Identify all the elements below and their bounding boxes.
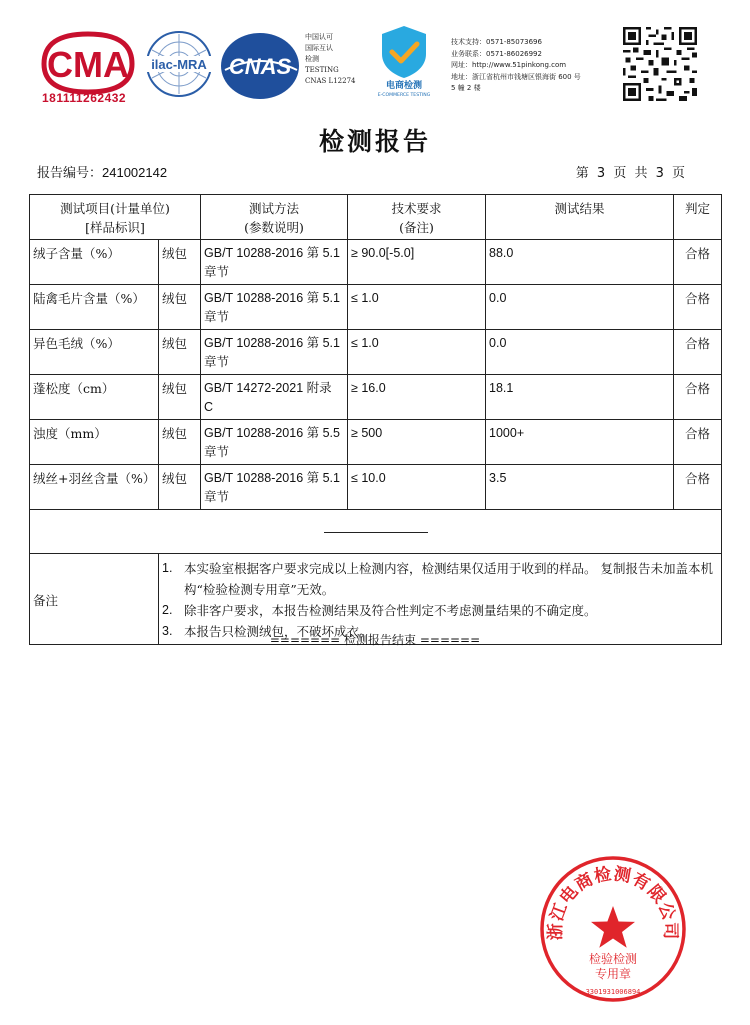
report-end-marker: ======= 检测报告结束 ====== <box>269 633 481 647</box>
cell-sample: 绒包 <box>159 375 201 420</box>
page-indicator: 第 3 页 共 3 页 <box>575 166 687 181</box>
header-test-method: 测试方法 (参数说明) <box>201 195 348 240</box>
business-phone: 业务联系：0571-86026992 <box>451 49 542 58</box>
seal-code: 3301931006894 <box>585 988 641 996</box>
cell-judgement: 合格 <box>674 375 722 420</box>
table-row <box>30 285 722 330</box>
cell-requirement: ≤ 1.0 <box>348 330 486 375</box>
cell-result: 1000+ <box>486 420 674 465</box>
cell-judgement: 合格 <box>674 465 722 510</box>
cell-method: GB/T 10288-2016 第 5.1 章节 <box>201 240 348 285</box>
cell-result: 88.0 <box>486 240 674 285</box>
cell-requirement: ≥ 500 <box>348 420 486 465</box>
table-row <box>30 240 722 285</box>
seal-purpose2: 专用章 <box>594 967 632 981</box>
remark-item: 3. 本报告只检测绒包，不破坏成衣。 <box>162 624 372 639</box>
header-test-item: 测试项目(计量单位) [样品标识] <box>30 195 201 240</box>
ecommerce-testing-logo <box>372 22 436 98</box>
remark-item: 1. 本实验室根据客户要求完成以上检测内容，检测结果仅适用于收到的样品。 复制报告未加盖本机构“检验检测专用章”无效。 <box>162 561 713 597</box>
cell-sample: 绒包 <box>159 240 201 285</box>
header-judgement: 判定 <box>674 195 722 240</box>
website: 网址：http://www.51pinkong.com <box>451 61 567 69</box>
support-phone: 技术支持：0571-85073696 <box>451 38 542 46</box>
cell-judgement: 合格 <box>674 240 722 285</box>
cell-sample: 绒包 <box>159 420 201 465</box>
table-row <box>30 330 722 375</box>
report-number: 报告编号：241002142 <box>37 165 168 181</box>
cell-result: 18.1 <box>486 375 674 420</box>
table-row <box>30 420 722 465</box>
cell-method: GB/T 14272-2021 附录 C <box>201 375 348 420</box>
seal-purpose: 检验检测 <box>588 952 638 966</box>
cell-method: GB/T 10288-2016 第 5.5 章节 <box>201 420 348 465</box>
cnas-logo <box>219 30 301 102</box>
cell-requirement: ≥ 16.0 <box>348 375 486 420</box>
cma-number: 181111262432 <box>42 91 127 105</box>
cell-result: 0.0 <box>486 330 674 375</box>
cell-result: 3.5 <box>486 465 674 510</box>
cell-item: 浊度（mm） <box>30 420 159 465</box>
cell-item: 异色毛绒（%） <box>30 330 159 375</box>
cnas-accreditation-text: 中国认可 国际互认 检测 TESTING CNAS L12274 <box>305 33 356 85</box>
table-header-row <box>30 195 722 240</box>
company-seal-stamp <box>538 854 688 1004</box>
header-requirement: 技术要求 (备注) <box>348 195 486 240</box>
cell-method: GB/T 10288-2016 第 5.1 章节 <box>201 465 348 510</box>
ec-en-text: E-COMMERCE TESTING <box>377 93 431 98</box>
cma-text: CMA <box>47 44 129 85</box>
table-row <box>30 375 722 420</box>
cell-item: 绒丝+羽丝含量（%） <box>30 465 159 510</box>
results-table <box>29 194 722 645</box>
qr-code-icon <box>623 25 697 103</box>
address-line2: 5 幢 2 楼 <box>451 84 481 92</box>
cell-sample: 绒包 <box>159 285 201 330</box>
cell-requirement: ≤ 10.0 <box>348 465 486 510</box>
ilac-mra-logo <box>144 28 214 100</box>
cell-result: 0.0 <box>486 285 674 330</box>
remarks-label: 备注 <box>30 554 159 645</box>
report-title: 检测报告 <box>318 127 431 156</box>
cell-method: GB/T 10288-2016 第 5.1 章节 <box>201 330 348 375</box>
cell-requirement: ≥ 90.0[-5.0] <box>348 240 486 285</box>
cell-item: 陆禽毛片含量（%） <box>30 285 159 330</box>
contact-info <box>451 37 581 95</box>
ilac-text: ilac-MRA <box>151 57 207 72</box>
cell-method: GB/T 10288-2016 第 5.1 章节 <box>201 285 348 330</box>
table-row <box>30 465 722 510</box>
cell-sample: 绒包 <box>159 330 201 375</box>
cell-judgement: 合格 <box>674 330 722 375</box>
seal-star-icon <box>591 906 635 948</box>
cell-item: 绒子含量（%） <box>30 240 159 285</box>
seal-org-name: 浙江电商检测有限公司 <box>545 864 681 941</box>
address: 地址：浙江省杭州市钱塘区银海街 600 号 <box>451 72 581 81</box>
end-divider <box>324 532 428 533</box>
cell-item: 蓬松度（cm） <box>30 375 159 420</box>
header-result: 测试结果 <box>486 195 674 240</box>
remark-item: 2. 除非客户要求，本报告检测结果及符合性判定不考虑测量结果的不确定度。 <box>162 603 597 618</box>
cell-judgement: 合格 <box>674 420 722 465</box>
cell-judgement: 合格 <box>674 285 722 330</box>
cnas-text: CNAS <box>228 54 292 79</box>
ec-cn-text: 电商检测 <box>385 81 423 91</box>
cell-requirement: ≤ 1.0 <box>348 285 486 330</box>
blank-row <box>30 510 722 554</box>
cell-sample: 绒包 <box>159 465 201 510</box>
